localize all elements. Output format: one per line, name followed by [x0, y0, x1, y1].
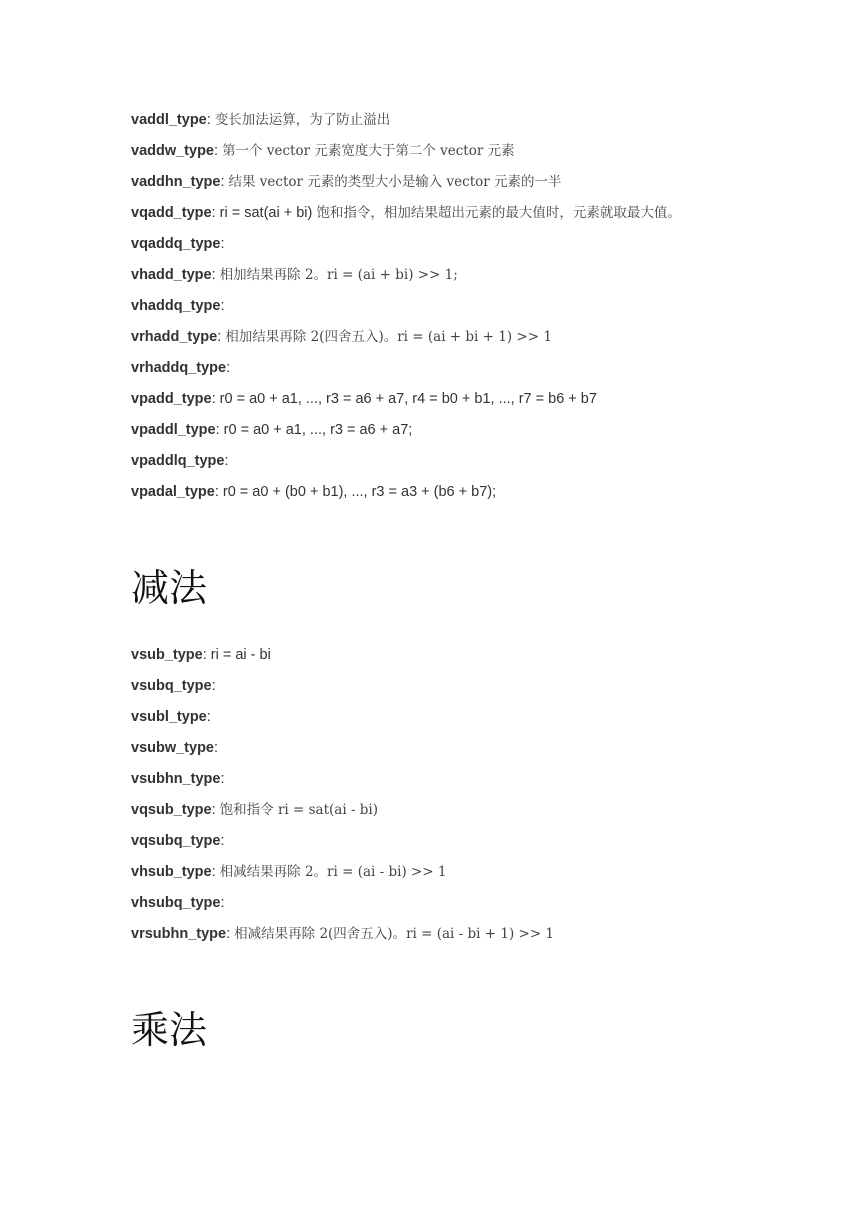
list-item [131, 893, 831, 924]
list-item [131, 265, 831, 296]
intrinsic-description: 相加结果再除 2。ri = (ai + bi) >> 1; [219, 267, 458, 283]
list-item [131, 831, 831, 862]
intrinsic-formula: : r0 = a0 + (b0 + b1), ..., r3 = a3 + (b6 + b7); [214, 484, 497, 500]
intrinsic-name: vpaddl_type [131, 422, 216, 438]
section-heading-subtraction: 减法 [131, 566, 208, 610]
list-item [131, 172, 831, 203]
list-item [131, 800, 831, 831]
intrinsic-formula: : [214, 740, 219, 756]
list-item [131, 738, 831, 769]
list-item [131, 234, 831, 265]
list-item [131, 769, 831, 800]
intrinsic-name: vqsubq_type [131, 833, 221, 849]
intrinsic-name: vqsub_type [131, 802, 212, 818]
intrinsic-formula: : [226, 926, 235, 942]
intrinsic-description: 第一个 vector 元素宽度大于第二个 vector 元素 [222, 143, 515, 159]
intrinsic-formula: : [220, 895, 225, 911]
intrinsic-formula: : [211, 802, 220, 818]
intrinsic-formula: : [220, 771, 225, 787]
intrinsic-formula: : [220, 236, 225, 252]
intrinsic-description: 相加结果再除 2(四舍五入)。ri = (ai + bi + 1) >> 1 [225, 329, 552, 345]
list-item [131, 389, 831, 420]
list-item [131, 358, 831, 389]
list-item [131, 645, 831, 676]
intrinsic-name: vhadd_type [131, 267, 212, 283]
intrinsic-formula: : [206, 709, 211, 725]
list-item [131, 327, 831, 358]
intrinsic-name: vaddhn_type [131, 174, 221, 190]
intrinsic-name: vqaddq_type [131, 236, 221, 252]
intrinsic-formula: : [211, 267, 220, 283]
intrinsic-name: vsubhn_type [131, 771, 221, 787]
intrinsic-name: vhsub_type [131, 864, 212, 880]
intrinsic-formula: : [211, 864, 220, 880]
intrinsic-name: vsubw_type [131, 740, 214, 756]
intrinsic-name: vpaddlq_type [131, 453, 225, 469]
list-item [131, 482, 831, 513]
intrinsic-name: vhaddq_type [131, 298, 221, 314]
subtraction-entry-list [131, 645, 831, 955]
intrinsic-formula: : [220, 174, 229, 190]
intrinsic-formula: : ri = sat(ai + bi) [211, 205, 317, 221]
list-item [131, 141, 831, 172]
section-heading-multiplication: 乘法 [131, 1008, 208, 1052]
list-item [131, 203, 831, 234]
list-item [131, 924, 831, 955]
intrinsic-name: vpadd_type [131, 391, 212, 407]
intrinsic-description: 相减结果再除 2(四舍五入)。ri = (ai - bi + 1) >> 1 [234, 926, 555, 942]
intrinsic-name: vrhaddq_type [131, 360, 227, 376]
intrinsic-formula: : [220, 298, 225, 314]
intrinsic-formula: : [206, 112, 215, 128]
intrinsic-description: 饱和指令 ri = sat(ai - bi) [219, 802, 379, 818]
list-item [131, 296, 831, 327]
intrinsic-formula: : [220, 833, 225, 849]
intrinsic-name: vqadd_type [131, 205, 212, 221]
intrinsic-formula: : [214, 143, 223, 159]
list-item [131, 420, 831, 451]
intrinsic-name: vaddl_type [131, 112, 207, 128]
intrinsic-name: vrsubhn_type [131, 926, 227, 942]
intrinsic-name: vpadal_type [131, 484, 215, 500]
intrinsic-name: vaddw_type [131, 143, 214, 159]
list-item [131, 707, 831, 738]
list-item [131, 676, 831, 707]
intrinsic-name: vrhadd_type [131, 329, 218, 345]
intrinsic-name: vsubq_type [131, 678, 212, 694]
list-item [131, 862, 831, 893]
intrinsic-formula: : [217, 329, 226, 345]
intrinsic-description: 变长加法运算，为了防止溢出 [214, 112, 391, 128]
intrinsic-formula: : r0 = a0 + a1, ..., r3 = a6 + a7, r4 = b0 + b1, ..., r7 = b6 + b7 [211, 391, 597, 407]
intrinsic-name: vsub_type [131, 647, 203, 663]
intrinsic-formula: : [226, 360, 231, 376]
list-item [131, 110, 831, 141]
intrinsic-formula: : r0 = a0 + a1, ..., r3 = a6 + a7; [215, 422, 413, 438]
addition-entry-list [131, 110, 831, 513]
intrinsic-description: 相减结果再除 2。ri = (ai - bi) >> 1 [219, 864, 447, 880]
intrinsic-name: vsubl_type [131, 709, 207, 725]
list-item [131, 451, 831, 482]
intrinsic-description: 饱和指令，相加结果超出元素的最大值时，元素就取最大值。 [316, 205, 681, 221]
intrinsic-formula: : [211, 678, 216, 694]
intrinsic-formula: : ri = ai - bi [202, 647, 271, 663]
intrinsic-formula: : [224, 453, 229, 469]
intrinsic-name: vhsubq_type [131, 895, 221, 911]
intrinsic-description: 结果 vector 元素的类型大小是输入 vector 元素的一半 [228, 174, 562, 190]
